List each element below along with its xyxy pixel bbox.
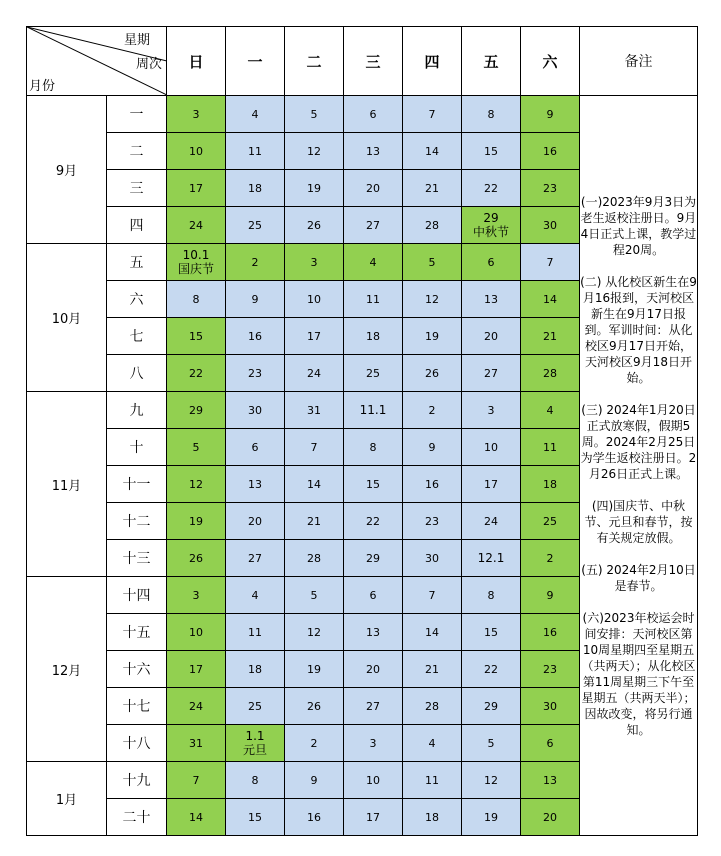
day-cell: 29 — [344, 540, 403, 577]
note-item: (五) 2024年2月10日是春节。 — [581, 562, 696, 593]
day-cell: 23 — [226, 355, 285, 392]
day-cell: 20 — [462, 318, 521, 355]
day-cell: 16 — [226, 318, 285, 355]
day-cell: 11 — [226, 133, 285, 170]
day-cell: 3 — [285, 244, 344, 281]
header-row — [27, 27, 698, 96]
corner-cell — [27, 27, 167, 96]
day-cell: 5 — [403, 244, 462, 281]
day-cell: 24 — [462, 503, 521, 540]
week-number: 二十 — [107, 799, 167, 836]
day-cell: 7 — [403, 96, 462, 133]
day-cell: 27 — [344, 207, 403, 244]
day-cell: 20 — [344, 170, 403, 207]
day-cell: 12 — [167, 466, 226, 503]
day-cell: 14 — [285, 466, 344, 503]
week-number: 十五 — [107, 614, 167, 651]
day-cell: 11 — [403, 762, 462, 799]
day-cell: 24 — [285, 355, 344, 392]
day-cell: 23 — [403, 503, 462, 540]
month-label: 10月 — [27, 244, 107, 392]
week-number: 十三 — [107, 540, 167, 577]
corner-week-label: 周次 — [135, 57, 162, 72]
day-cell: 23 — [521, 651, 580, 688]
day-cell: 6 — [226, 429, 285, 466]
day-cell: 27 — [226, 540, 285, 577]
day-cell: 2 — [285, 725, 344, 762]
day-cell: 30 — [226, 392, 285, 429]
day-cell: 16 — [521, 614, 580, 651]
week-number: 十一 — [107, 466, 167, 503]
day-cell: 22 — [462, 170, 521, 207]
week-number: 十六 — [107, 651, 167, 688]
day-cell: 7 — [285, 429, 344, 466]
day-cell: 6 — [462, 244, 521, 281]
day-cell: 2 — [403, 392, 462, 429]
day-cell: 4 — [226, 96, 285, 133]
day-cell: 13 — [226, 466, 285, 503]
week-row — [27, 96, 698, 133]
day-cell: 5 — [167, 429, 226, 466]
note-item: (六)2023年校运会时间安排：天河校区第10周星期四至星期五（共两天）；从化校区第11周星期三下午至星期五（共两天半）；因故改变，将另行通知。 — [581, 610, 696, 737]
week-number: 二 — [107, 133, 167, 170]
note-item: (二) 从化校区新生在9月16报到，天河校区新生在9月17日报到。军训时间：从化校区9月17日开始，天河校区9月18日开始。 — [580, 274, 697, 385]
day-cell: 3 — [167, 577, 226, 614]
day-cell: 15 — [226, 799, 285, 836]
day-cell: 21 — [285, 503, 344, 540]
day-cell: 28 — [521, 355, 580, 392]
calendar-body — [27, 96, 698, 836]
week-number: 八 — [107, 355, 167, 392]
week-number: 九 — [107, 392, 167, 429]
day-cell: 4 — [403, 725, 462, 762]
week-number: 十二 — [107, 503, 167, 540]
day-cell: 13 — [462, 281, 521, 318]
day-cell: 25 — [521, 503, 580, 540]
day-cell: 16 — [403, 466, 462, 503]
day-cell: 8 — [344, 429, 403, 466]
day-cell: 11.1 — [344, 392, 403, 429]
day-cell: 18 — [403, 799, 462, 836]
day-cell: 14 — [521, 281, 580, 318]
day-cell: 21 — [403, 651, 462, 688]
day-cell: 7 — [167, 762, 226, 799]
day-cell: 10 — [462, 429, 521, 466]
day-cell: 19 — [285, 651, 344, 688]
week-number: 一 — [107, 96, 167, 133]
week-number: 四 — [107, 207, 167, 244]
note-item: (一)2023年9月3日为老生返校注册日。9月4日正式上课，教学过程20周。 — [580, 194, 697, 257]
day-cell: 17 — [344, 799, 403, 836]
day-cell: 10 — [344, 762, 403, 799]
day-cell: 10 — [167, 614, 226, 651]
day-cell: 15 — [462, 133, 521, 170]
day-cell: 1.1 元旦 — [226, 725, 285, 762]
day-cell: 22 — [462, 651, 521, 688]
day-cell: 5 — [285, 96, 344, 133]
week-number: 六 — [107, 281, 167, 318]
week-number: 三 — [107, 170, 167, 207]
week-number: 十 — [107, 429, 167, 466]
day-header-sat: 六 — [521, 27, 580, 96]
day-cell: 9 — [521, 577, 580, 614]
notes-header: 备注 — [580, 27, 698, 96]
day-cell: 27 — [462, 355, 521, 392]
month-label: 1月 — [27, 762, 107, 836]
day-cell: 18 — [226, 651, 285, 688]
day-cell: 24 — [167, 688, 226, 725]
day-header-sun: 日 — [167, 27, 226, 96]
day-cell: 15 — [462, 614, 521, 651]
day-cell: 29 中秋节 — [462, 207, 521, 244]
day-cell: 8 — [167, 281, 226, 318]
corner-weekday-label: 星期 — [123, 33, 150, 48]
month-label: 9月 — [27, 96, 107, 244]
day-cell: 17 — [462, 466, 521, 503]
month-label: 12月 — [27, 577, 107, 762]
day-cell: 30 — [403, 540, 462, 577]
day-cell: 14 — [403, 133, 462, 170]
day-cell: 6 — [344, 577, 403, 614]
day-cell: 13 — [521, 762, 580, 799]
day-cell: 10.1 国庆节 — [167, 244, 226, 281]
day-cell: 8 — [462, 577, 521, 614]
day-cell: 11 — [344, 281, 403, 318]
day-cell: 3 — [344, 725, 403, 762]
day-cell: 19 — [462, 799, 521, 836]
day-cell: 26 — [403, 355, 462, 392]
day-cell: 17 — [285, 318, 344, 355]
day-cell: 9 — [403, 429, 462, 466]
day-cell: 14 — [167, 799, 226, 836]
day-cell: 13 — [344, 133, 403, 170]
day-cell: 16 — [285, 799, 344, 836]
day-cell: 20 — [521, 799, 580, 836]
day-cell: 24 — [167, 207, 226, 244]
day-cell: 20 — [226, 503, 285, 540]
day-cell: 16 — [521, 133, 580, 170]
day-cell: 7 — [403, 577, 462, 614]
day-cell: 26 — [285, 688, 344, 725]
day-cell: 9 — [285, 762, 344, 799]
day-cell: 5 — [285, 577, 344, 614]
notes-column — [580, 96, 698, 836]
week-number: 十四 — [107, 577, 167, 614]
day-cell: 21 — [403, 170, 462, 207]
day-cell: 17 — [167, 651, 226, 688]
day-cell: 11 — [226, 614, 285, 651]
day-cell: 2 — [226, 244, 285, 281]
note-item: (三) 2024年1月20日正式放寒假，假期5周。2024年2月25日为学生返校注册日。2月26日正式上课。 — [580, 402, 697, 481]
school-calendar-table — [26, 26, 698, 836]
day-cell: 20 — [344, 651, 403, 688]
day-cell: 26 — [285, 207, 344, 244]
day-cell: 12 — [285, 614, 344, 651]
day-cell: 12.1 — [462, 540, 521, 577]
day-cell: 4 — [226, 577, 285, 614]
day-cell: 28 — [285, 540, 344, 577]
day-cell: 12 — [462, 762, 521, 799]
day-cell: 3 — [167, 96, 226, 133]
day-cell: 18 — [226, 170, 285, 207]
day-cell: 22 — [344, 503, 403, 540]
day-cell: 12 — [403, 281, 462, 318]
day-cell: 8 — [226, 762, 285, 799]
day-cell: 8 — [462, 96, 521, 133]
day-cell: 23 — [521, 170, 580, 207]
note-item: (四)国庆节、中秋节、元旦和春节，按有关规定放假。 — [584, 498, 693, 545]
day-cell: 10 — [167, 133, 226, 170]
day-cell: 18 — [521, 466, 580, 503]
corner-month-label: 月份 — [29, 79, 56, 94]
day-cell: 22 — [167, 355, 226, 392]
day-cell: 26 — [167, 540, 226, 577]
day-cell: 31 — [285, 392, 344, 429]
day-cell: 3 — [462, 392, 521, 429]
week-number: 十七 — [107, 688, 167, 725]
day-cell: 28 — [403, 688, 462, 725]
day-cell: 15 — [344, 466, 403, 503]
day-cell: 30 — [521, 207, 580, 244]
day-cell: 17 — [167, 170, 226, 207]
day-header-wed: 三 — [344, 27, 403, 96]
day-header-fri: 五 — [462, 27, 521, 96]
day-cell: 11 — [521, 429, 580, 466]
day-cell: 9 — [521, 96, 580, 133]
day-cell: 15 — [167, 318, 226, 355]
day-cell: 19 — [285, 170, 344, 207]
day-cell: 30 — [521, 688, 580, 725]
day-cell: 27 — [344, 688, 403, 725]
day-cell: 9 — [226, 281, 285, 318]
week-number: 十八 — [107, 725, 167, 762]
day-cell: 29 — [167, 392, 226, 429]
day-cell: 31 — [167, 725, 226, 762]
day-cell: 28 — [403, 207, 462, 244]
day-cell: 18 — [344, 318, 403, 355]
day-header-thu: 四 — [403, 27, 462, 96]
day-header-tue: 二 — [285, 27, 344, 96]
week-number: 五 — [107, 244, 167, 281]
day-header-mon: 一 — [226, 27, 285, 96]
day-cell: 12 — [285, 133, 344, 170]
day-cell: 6 — [344, 96, 403, 133]
day-cell: 10 — [285, 281, 344, 318]
day-cell: 2 — [521, 540, 580, 577]
day-cell: 6 — [521, 725, 580, 762]
day-cell: 21 — [521, 318, 580, 355]
day-cell: 4 — [344, 244, 403, 281]
day-cell: 13 — [344, 614, 403, 651]
day-cell: 25 — [344, 355, 403, 392]
day-cell: 19 — [403, 318, 462, 355]
day-cell: 4 — [521, 392, 580, 429]
day-cell: 29 — [462, 688, 521, 725]
week-number: 十九 — [107, 762, 167, 799]
month-label: 11月 — [27, 392, 107, 577]
day-cell: 19 — [167, 503, 226, 540]
day-cell: 25 — [226, 207, 285, 244]
day-cell: 7 — [521, 244, 580, 281]
day-cell: 14 — [403, 614, 462, 651]
day-cell: 5 — [462, 725, 521, 762]
day-cell: 25 — [226, 688, 285, 725]
week-number: 七 — [107, 318, 167, 355]
